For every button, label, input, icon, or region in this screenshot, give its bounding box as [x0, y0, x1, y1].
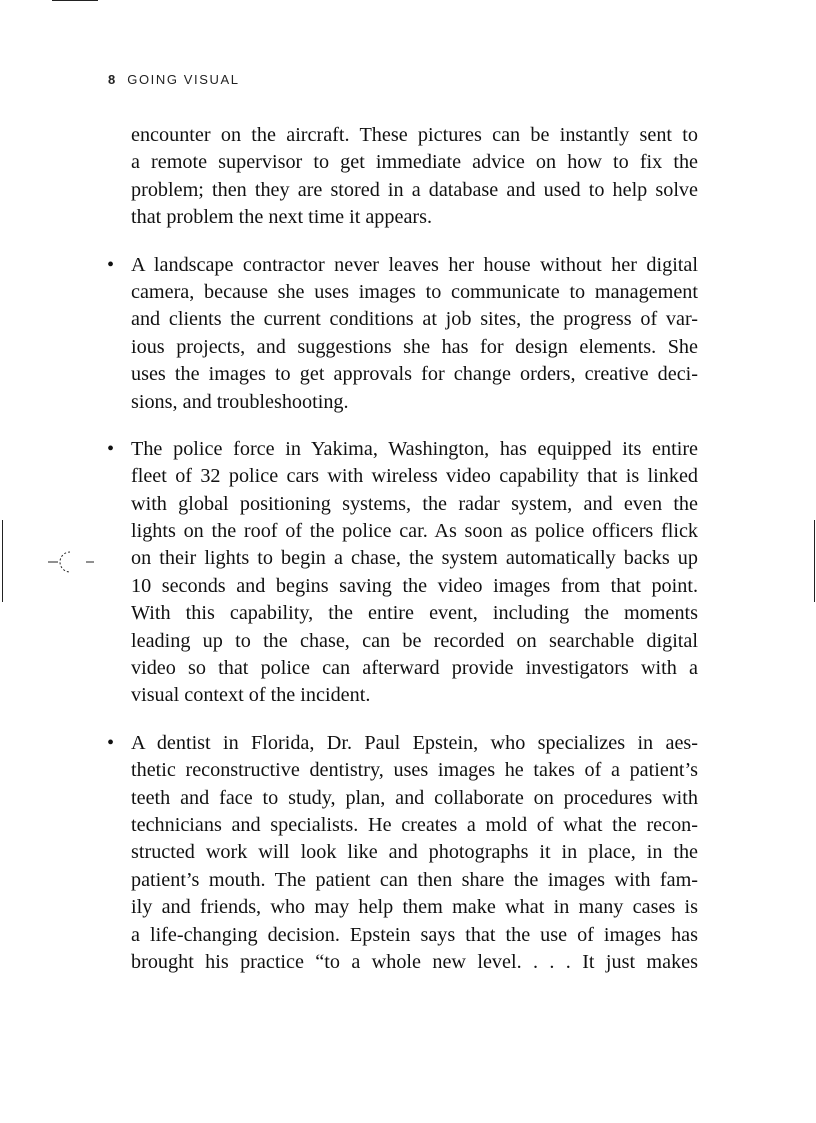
- text-line: brought his practice “to a whole new level. . . . It just makes: [131, 950, 698, 973]
- text-line: patient’s mouth. The patient can then share the images with fam-: [131, 868, 698, 891]
- text-line: The police force in Yakima, Washington, has equipped its entire: [131, 437, 698, 460]
- running-head: [108, 72, 240, 87]
- page-number: 8: [108, 72, 116, 87]
- registration-mark-icon: [46, 548, 98, 576]
- body-text: [107, 122, 698, 996]
- registration-line-right: [814, 520, 815, 602]
- text-line: structed work will look like and photographs it in place, in the: [131, 841, 698, 864]
- text-line: uses the images to get approvals for change orders, creative deci-: [131, 363, 698, 386]
- text-line: lights on the roof of the police car. As soon as police officers flick: [131, 520, 698, 543]
- running-head-title: GOING VISUAL: [127, 72, 240, 87]
- bullet-paragraph: [107, 730, 698, 977]
- bullet-paragraph: [107, 436, 698, 710]
- text-line: visual context of the incident.: [131, 684, 371, 707]
- text-line: with global positioning systems, the radar system, and even the: [131, 492, 698, 515]
- text-line: ious projects, and suggestions she has for design elements. She: [131, 335, 698, 358]
- registration-line-left: [2, 520, 3, 602]
- text-line: leading up to the chase, can be recorded on searchable digital: [131, 629, 698, 652]
- text-line: a life-changing decision. Epstein says that the use of images has: [131, 923, 698, 946]
- text-line: encounter on the aircraft. These pictures can be instantly sent to: [131, 124, 698, 146]
- text-line: and clients the current conditions at job sites, the progress of var-: [131, 308, 698, 331]
- text-line: With this capability, the entire event, including the moments: [131, 602, 698, 625]
- text-line: problem; then they are stored in a database and used to help solve: [131, 178, 698, 201]
- text-line: 10 seconds and begins saving the video images from that point.: [131, 574, 698, 597]
- text-line: ily and friends, who may help them make what in many cases is: [131, 896, 698, 919]
- text-line: on their lights to begin a chase, the system automatically backs up: [131, 547, 698, 570]
- text-line: A dentist in Florida, Dr. Paul Epstein, who specializes in aes-: [131, 731, 698, 754]
- text-line: technicians and specialists. He creates a mold of what the recon-: [131, 813, 698, 836]
- text-line: that problem the next time it appears.: [131, 206, 433, 229]
- text-line: fleet of 32 police cars with wireless video capability that is linked: [131, 465, 698, 488]
- text-line: a remote supervisor to get immediate advice on how to fix the: [131, 151, 698, 174]
- bullet-paragraph: [107, 252, 698, 416]
- bullet-marker: •: [107, 437, 115, 460]
- text-line: teeth and face to study, plan, and collaborate on procedures with: [131, 786, 698, 809]
- text-line: thetic reconstructive dentistry, uses images he takes of a patient’s: [131, 759, 698, 782]
- text-line: A landscape contractor never leaves her house without her digital: [131, 253, 698, 276]
- text-line: camera, because she uses images to communicate to management: [131, 280, 698, 303]
- text-line: video so that police can afterward provide investigators with a: [131, 657, 698, 680]
- bullet-marker: •: [107, 253, 115, 276]
- paragraph: [131, 122, 698, 232]
- crop-mark-top: [52, 0, 98, 1]
- text-line: sions, and troubleshooting.: [131, 390, 349, 413]
- bullet-marker: •: [107, 731, 115, 754]
